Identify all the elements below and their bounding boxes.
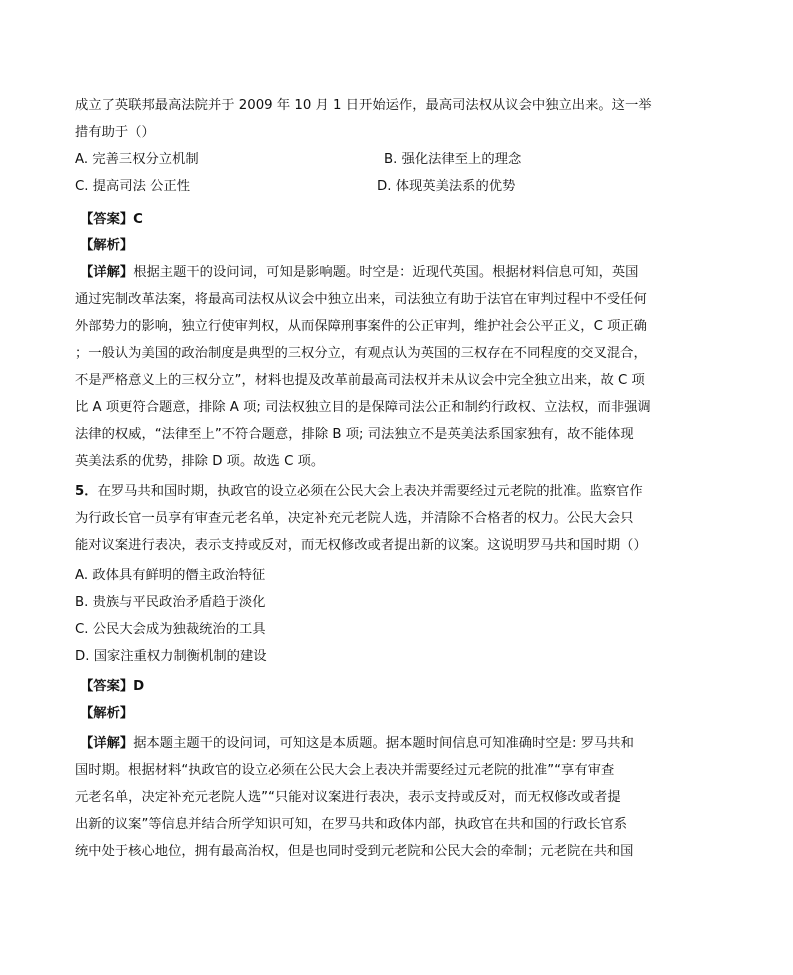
q4-detail-line-2: 通过宪制改革法案，将最高司法权从议会中独立出来，司法独立有助于法官在审判过程中不受任何: [75, 292, 647, 307]
q4-detail-label: 【详解】: [80, 265, 134, 280]
q5-detail-line-4: 出新的议案”等信息并结合所学知识可知，在罗马共和政体内部，执政官在共和国的行政长官系: [75, 817, 628, 832]
q4-detail-line-5: 不是严格意义上的三权分立”，材料也提及改革前最高司法权并未从议会中完全独立出来，故 C 项: [75, 373, 645, 388]
q4-option-a: A. 完善三权分立机制: [75, 152, 199, 167]
q5-detail-line-3: 元老名单，决定补充元老院人选”“只能对议案进行表决，表示支持或反对，而无权修改或者提: [75, 790, 621, 805]
q5-answer: 【答案】D: [80, 679, 145, 694]
q4-detail-line-8: 英美法系的优势，排除 D 项。故选 C 项。: [75, 454, 325, 469]
q4-answer: 【答案】C: [80, 212, 143, 227]
q5-detail-line-5: 统中处于核心地位，拥有最高治权，但是也同时受到元老院和公民大会的牵制；元老院在共和国: [75, 844, 634, 859]
q5-option-c: C. 公民大会成为独裁统治的工具: [75, 622, 266, 637]
q5-detail-text: 据本题主题干的设问词，可知这是本质题。据本题时间信息可知准确时空是: 罗马共和: [133, 736, 634, 751]
q5-analysis-label: 【解析】: [80, 706, 134, 721]
q4-detail-text: 根据主题干的设问词，可知是影响题。时空是：近现代英国。根据材料信息可知，英国: [133, 265, 639, 280]
q5-number: 5．: [75, 484, 98, 499]
q4-analysis-label: 【解析】: [80, 238, 134, 253]
q4-detail-line-1: [80, 263, 725, 283]
q5-option-a: A. 政体具有鲜明的僭主政治特征: [75, 568, 266, 583]
q5-stem-line-2: 为行政长官一员享有审查元老名单，决定补充元老院人选，并清除不合格者的权力。公民大会只: [75, 511, 634, 526]
q4-detail-line-4: ；一般认为美国的政治制度是典型的三权分立，有观点认为英国的三权存在不同程度的交叉混合，: [75, 346, 647, 361]
q4-stem-line-1: 成立了英联邦最高法院并于 2009 年 10 月 1 日开始运作，最高司法权从议会中独立出来。这一举: [75, 98, 652, 113]
q5-detail-label: 【详解】: [80, 736, 134, 751]
q5-stem-text: 在罗马共和国时期，执政官的设立必须在公民大会上表决并需要经过元老院的批准。监察官作: [97, 484, 643, 499]
q5-option-d: D. 国家注重权力制衡机制的建设: [75, 649, 267, 664]
q5-detail-line-2: 国时期。根据材料“执政官的设立必须在公民大会上表决并需要经过元老院的批准”“享有审查: [75, 763, 615, 778]
q5-stem-line-3: 能对议案进行表决，表示支持或反对，而无权修改或者提出新的议案。这说明罗马共和国时期（）: [75, 538, 647, 553]
q4-detail-line-6: 比 A 项更符合题意，排除 A 项; 司法权独立目的是保障司法公正和制约行政权、立法权，而非强调: [75, 400, 651, 415]
q4-option-c: C. 提高司法 公正性: [75, 179, 191, 194]
q5-detail-line-1: [80, 734, 725, 754]
q4-option-d: D. 体现英美法系的优势: [377, 179, 516, 194]
q4-detail-line-7: 法律的权威，“法律至上”不符合题意，排除 B 项; 司法独立不是英美法系国家独有，故不能体现: [75, 427, 634, 442]
q4-option-b: B. 强化法律至上的理念: [384, 152, 522, 167]
q5-stem-line-1: [75, 482, 725, 502]
q5-option-b: B. 贵族与平民政治矛盾趋于淡化: [75, 595, 266, 610]
q4-stem-line-2: 措有助于（）: [75, 125, 155, 140]
q4-detail-line-3: 外部势力的影响，独立行使审判权，从而保障刑事案件的公正审判，维护社会公平正义，C 项正确: [75, 319, 647, 334]
